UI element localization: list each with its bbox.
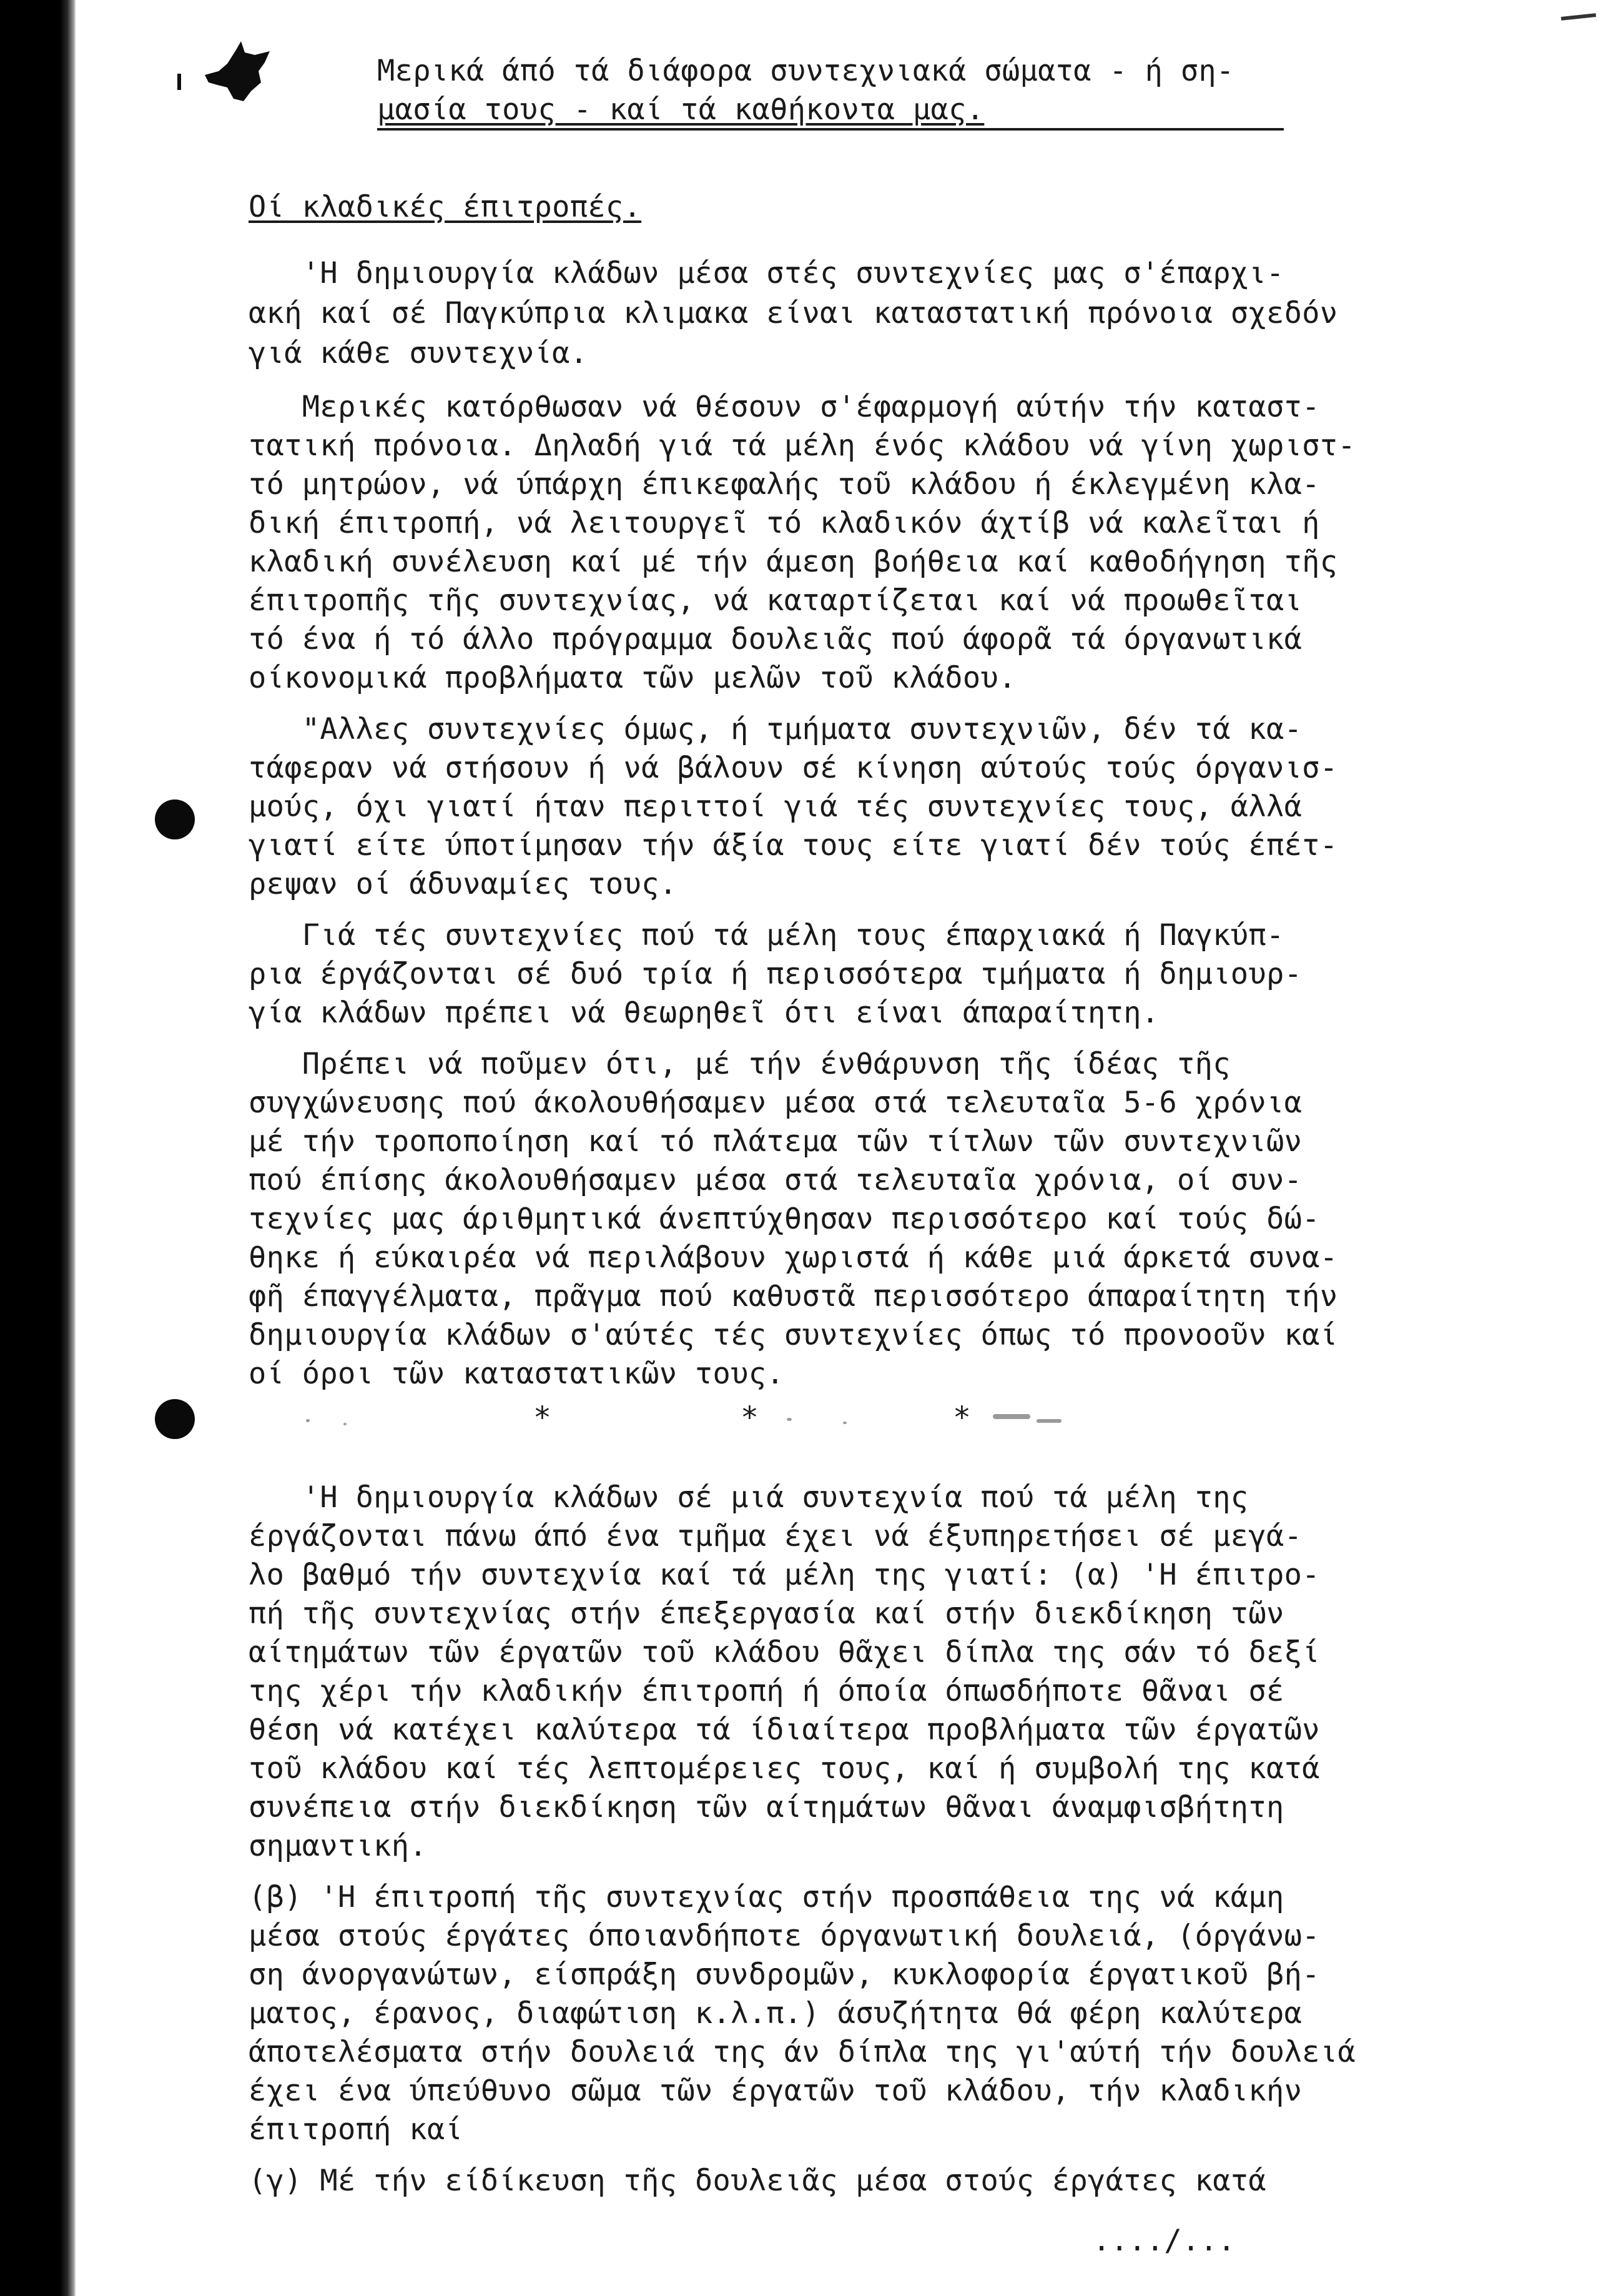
text-line: 'Η δημιουργία κλάδων μέσα στές συντεχνίες μας σ'έπαρχι- bbox=[249, 256, 1284, 290]
separator-star: * bbox=[953, 1400, 971, 1435]
text-line: φῆ έπαγγέλματα, πρᾶγμα πού καθυστᾶ περισσότερο άπαραίτητη τήν bbox=[249, 1279, 1338, 1314]
text-line: της χέρι τήν κλαδικήν έπιτροπή ή όποία όπωσδήποτε θᾶναι σέ bbox=[249, 1674, 1284, 1708]
text-line: τεχνίες μας άριθμητικά άνεπτύχθησαν περισσότερο καί τούς δώ- bbox=[249, 1202, 1320, 1236]
text-line: οίκονομικά προβλήματα τῶν μελῶν τοῦ κλάδου. bbox=[249, 661, 1017, 695]
text-line: σημαντική. bbox=[249, 1829, 427, 1863]
text-line: ρεψαν οί άδυναμίες τους. bbox=[249, 867, 677, 901]
punch-hole-bottom bbox=[155, 1399, 195, 1439]
punch-hole-top bbox=[155, 799, 195, 839]
corner-mark bbox=[1561, 13, 1596, 21]
text-line: έργάζονται πάνω άπό ένα τμῆμα έχει νά έξυπηρετήσει σέ μεγά- bbox=[249, 1519, 1303, 1553]
title-underline-rule bbox=[377, 128, 1284, 131]
text-line: γιατί είτε ύποτίμησαν τήν άξία τους είτε γιατί δέν τούς έπέτ- bbox=[249, 828, 1338, 863]
text-line: "Αλλες συντεχνίες όμως, ή τμήματα συντεχνιῶν, δέν τά κα- bbox=[249, 712, 1303, 746]
text-line: τό μητρώον, νά ύπάρχη έπικεφαλής τοῦ κλάδου ή έκλεγμένη κλα- bbox=[249, 467, 1320, 502]
page-continuation-mark: ..../... bbox=[1093, 2224, 1236, 2258]
text-line: έπιτροπή καί bbox=[249, 2112, 463, 2147]
title-line-2: μασία τους - καί τά καθήκοντα μας. bbox=[377, 92, 985, 127]
section-separator bbox=[518, 1400, 1068, 1438]
text-line: δημιουργία κλάδων σ'αύτές τές συντεχνίες όπως τό προνοοῦν καί bbox=[249, 1318, 1338, 1352]
scan-speckle bbox=[306, 1419, 310, 1422]
text-line: ματος, έρανος, διαφώτιση κ.λ.π.) άσυζήτητα θά φέρη καλύτερα bbox=[249, 1996, 1303, 2031]
text-line: έχει ένα ύπεύθυνο σῶμα τῶν έργατῶν τοῦ κλάδου, τήν κλαδικήν bbox=[249, 2074, 1303, 2108]
scan-speckle bbox=[1037, 1419, 1062, 1423]
title-line-1: Μερικά άπό τά διάφορα συντεχνιακά σώματα - ή ση- bbox=[377, 54, 1234, 88]
ink-mark bbox=[177, 74, 181, 90]
scan-speckle bbox=[843, 1422, 847, 1424]
text-line: οί όροι τῶν καταστατικῶν τους. bbox=[249, 1357, 784, 1391]
text-line: λο βαθμό τήν συντεχνία καί τά μέλη της γιατί: (α) 'Η έπιτρο- bbox=[249, 1558, 1320, 1592]
text-line: μέ τήν τροποποίηση καί τό πλάτεμα τῶν τίτλων τῶν συντεχνιῶν bbox=[249, 1124, 1303, 1159]
scan-speckle bbox=[787, 1418, 792, 1421]
text-line: ακή καί σέ Παγκύπρια κλιμακα είναι καταστατική πρόνοια σχεδόν bbox=[249, 296, 1338, 330]
separator-star: * bbox=[741, 1400, 759, 1435]
text-line: πού έπίσης άκολουθήσαμεν μέσα στά τελευταῖα χρόνια, οί συν- bbox=[249, 1163, 1303, 1197]
text-line: 'Η δημιουργία κλάδων σέ μιά συντεχνία πού τά μέλη της bbox=[249, 1480, 1249, 1515]
text-line: τοῦ κλάδου καί τές λεπτομέρειες τους, καί ή συμβολή της κατά bbox=[249, 1751, 1320, 1786]
text-line: τάφεραν νά στήσουν ή νά βάλουν σέ κίνηση αύτούς τούς όργανισ- bbox=[249, 751, 1338, 785]
text-line: γία κλάδων πρέπει νά θεωρηθεῖ ότι είναι άπαραίτητη. bbox=[249, 996, 1160, 1030]
section-heading: Οί κλαδικές έπιτροπές. bbox=[249, 190, 642, 224]
text-line: αίτημάτων τῶν έργατῶν τοῦ κλάδου θᾶχει δίπλα της σάν τό δεξί bbox=[249, 1635, 1320, 1670]
text-line: συγχώνευσης πού άκολουθήσαμεν μέσα στά τελευταῖα 5-6 χρόνια bbox=[249, 1086, 1303, 1120]
text-line: συνέπεια στήν διεκδίκηση τῶν αίτημάτων θᾶναι άναμφισβήτητη bbox=[249, 1790, 1284, 1824]
text-line: μούς, όχι γιατί ήταν περιττοί γιά τές συντεχνίες τους, άλλά bbox=[249, 789, 1303, 824]
text-line: μέσα στούς έργάτες όποιανδήποτε όργανωτική δουλειά, (όργάνω- bbox=[249, 1919, 1320, 1953]
text-line: Γιά τές συντεχνίες πού τά μέλη τους έπαρχιακά ή Παγκύπ- bbox=[249, 918, 1284, 953]
text-line: θηκε ή εύκαιρέα νά περιλάβουν χωριστά ή κάθε μιά άρκετά συνα- bbox=[249, 1240, 1338, 1275]
text-line: έπιτροπῆς τῆς συντεχνίας, νά καταρτίζεται καί νά προωθεῖται bbox=[249, 583, 1303, 618]
cyprus-map-icon bbox=[200, 39, 275, 107]
text-line: θέση νά κατέχει καλύτερα τά ίδιαίτερα προβλήματα τῶν έργατῶν bbox=[249, 1713, 1320, 1747]
text-line: Πρέπει νά ποῦμεν ότι, μέ τήν ένθάρυνση τῆς ίδέας τῆς bbox=[249, 1047, 1231, 1081]
text-line: ρια έργάζονται σέ δυό τρία ή περισσότερα τμήματα ή δημιουρ- bbox=[249, 957, 1303, 991]
scanner-binding-edge bbox=[0, 0, 76, 2296]
scan-speckle bbox=[343, 1423, 347, 1425]
text-line: άποτελέσματα στήν δουλειά της άν δίπλα της γι'αύτή τήν δουλειά bbox=[249, 2035, 1356, 2069]
text-line: (γ) Μέ τήν είδίκευση τῆς δουλειᾶς μέσα στούς έργάτες κατά bbox=[249, 2164, 1266, 2198]
text-line: Μερικές κατόρθωσαν νά θέσουν σ'έφαρμογή αύτήν τήν καταστ- bbox=[249, 390, 1320, 424]
text-line: τό ένα ή τό άλλο πρόγραμμα δουλειᾶς πού άφορᾶ τά όργανωτικά bbox=[249, 622, 1303, 656]
text-line: (β) 'Η έπιτροπή τῆς συντεχνίας στήν προσπάθεια της νά κάμη bbox=[249, 1880, 1284, 1914]
text-line: δική έπιτροπή, νά λειτουργεῖ τό κλαδικόν άχτίβ νά καλεῖται ή bbox=[249, 506, 1320, 540]
text-line: γιά κάθε συντεχνία. bbox=[249, 336, 588, 370]
text-line: τατική πρόνοια. Δηλαδή γιά τά μέλη ένός κλάδου νά γίνη χωριστ- bbox=[249, 428, 1356, 463]
separator-star: * bbox=[533, 1400, 551, 1435]
text-line: ση άνοργανώτων, είσπράξη συνδρομῶν, κυκλοφορία έργατικοῦ βή- bbox=[249, 1957, 1320, 1992]
text-line: πή τῆς συντεχνίας στήν έπεξεργασία καί στήν διεκδίκηση τῶν bbox=[249, 1596, 1284, 1631]
scan-speckle bbox=[993, 1414, 1030, 1419]
text-line: κλαδική συνέλευση καί μέ τήν άμεση βοήθεια καί καθοδήγηση τῆς bbox=[249, 545, 1338, 579]
